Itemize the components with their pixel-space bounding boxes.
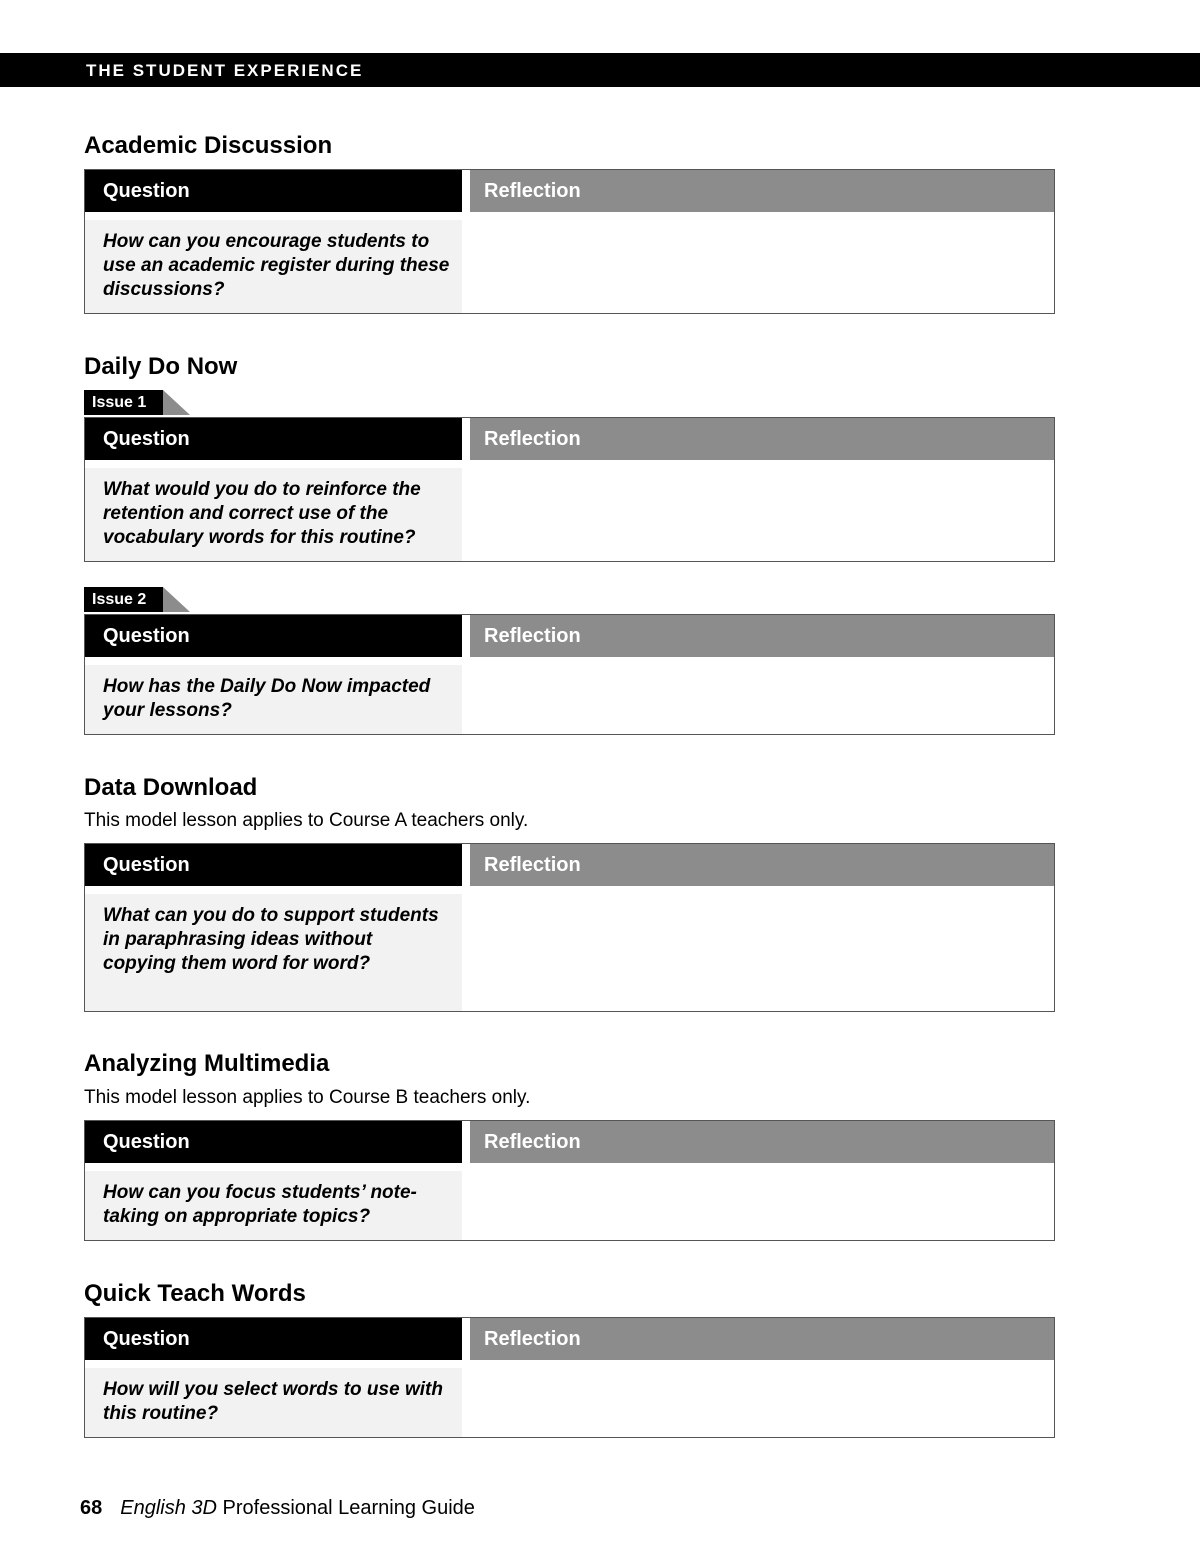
reflection-table-data-download <box>84 843 1055 1012</box>
section-title-academic-discussion: Academic Discussion <box>84 132 333 159</box>
reflection-header: Reflection <box>470 170 1054 212</box>
issue-1-tab <box>84 390 190 415</box>
reflection-answer-area[interactable] <box>470 1360 1054 1437</box>
question-header: Question <box>85 1121 462 1163</box>
reflection-table-analyzing-multimedia <box>84 1120 1055 1241</box>
course-note: This model lesson applies to Course B teachers only. <box>84 1087 531 1108</box>
reflection-answer-area[interactable] <box>470 657 1054 734</box>
reflection-table-daily-do-now-issue-2 <box>84 614 1055 735</box>
reflection-header: Reflection <box>470 615 1054 657</box>
question-text: How has the Daily Do Now impacted your lessons? <box>85 665 462 734</box>
question-header: Question <box>85 418 462 460</box>
book-title-italic: English 3D <box>120 1497 217 1519</box>
reflection-header: Reflection <box>470 1121 1054 1163</box>
reflection-table-daily-do-now-issue-1 <box>84 417 1055 562</box>
reflection-header: Reflection <box>470 1318 1054 1360</box>
section-title-data-download: Data Download <box>84 774 258 801</box>
section-title-analyzing-multimedia: Analyzing Multimedia <box>84 1050 330 1077</box>
question-header: Question <box>85 615 462 657</box>
issue-1-label: Issue 1 <box>84 390 163 415</box>
question-header: Question <box>85 1318 462 1360</box>
course-note: This model lesson applies to Course A teachers only. <box>84 810 529 831</box>
question-header: Question <box>85 844 462 886</box>
reflection-table-quick-teach-words <box>84 1317 1055 1438</box>
book-title-rest: Professional Learning Guide <box>222 1497 475 1519</box>
reflection-answer-area[interactable] <box>470 212 1054 313</box>
page-footer <box>80 1495 475 1521</box>
reflection-answer-area[interactable] <box>470 1163 1054 1240</box>
running-header-title: THE STUDENT EXPERIENCE <box>86 61 364 80</box>
reflection-header: Reflection <box>470 844 1054 886</box>
question-text: What can you do to support students in paraphrasing ideas without copying them word for word? <box>85 894 462 1011</box>
reflection-answer-area[interactable] <box>470 460 1054 561</box>
question-header: Question <box>85 170 462 212</box>
reflection-header: Reflection <box>470 418 1054 460</box>
section-title-daily-do-now: Daily Do Now <box>84 353 238 380</box>
question-text: How can you focus students’ note-taking on appropriate topics? <box>85 1171 462 1240</box>
running-header <box>0 53 1200 87</box>
issue-2-label: Issue 2 <box>84 587 163 612</box>
section-title-quick-teach-words: Quick Teach Words <box>84 1280 306 1307</box>
page-number: 68 <box>80 1497 103 1519</box>
reflection-answer-area[interactable] <box>470 886 1054 1011</box>
question-text: What would you do to reinforce the retention and correct use of the vocabulary words for this routine? <box>85 468 462 561</box>
question-text: How can you encourage students to use an academic register during these discussions? <box>85 220 462 313</box>
reflection-table-academic-discussion <box>84 169 1055 314</box>
tab-corner-decoration <box>163 587 190 612</box>
question-text: How will you select words to use with this routine? <box>85 1368 462 1437</box>
issue-2-tab <box>84 587 190 612</box>
tab-corner-decoration <box>163 390 190 415</box>
